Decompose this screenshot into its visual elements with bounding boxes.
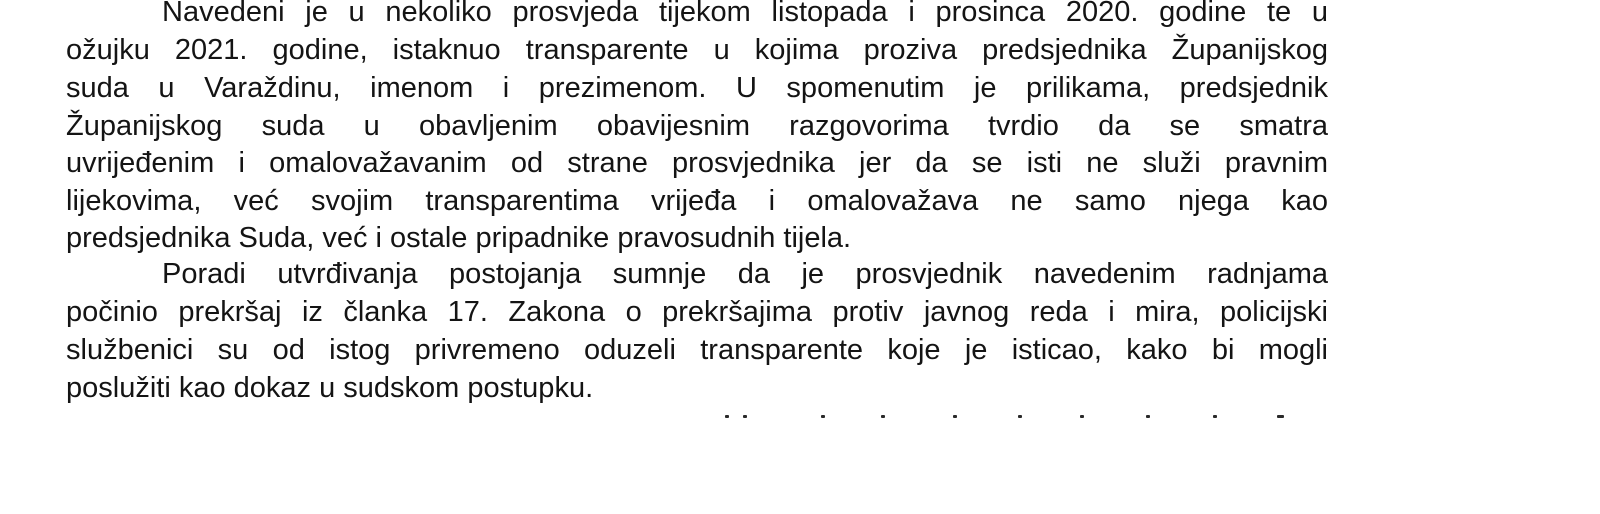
text-line: ožujku 2021. godine, istaknuo transparente u kojima proziva predsjednika Županijskog	[66, 34, 1328, 66]
text-line: lijekovima, već svojim transparentima vrijeđa i omalovažava ne samo njega kao	[66, 185, 1328, 217]
text-line: predsjednika Suda, već i ostale pripadnike pravosudnih tijela.	[66, 222, 852, 254]
text-line: službenici su od istog privremeno oduzeli transparente koje je isticao, kako bi mogli	[66, 334, 1328, 366]
text-line: počinio prekršaj iz članka 17. Zakona o prekršajima protiv javnog reda i mira, policijski	[66, 296, 1328, 328]
text-line: Navedeni je u nekoliko prosvjeda tijekom listopada i prosinca 2020. godine te u	[162, 0, 1328, 28]
text-line: uvrijeđenim i omalovažavanim od strane prosvjednika jer da se isti ne služi pravnim	[66, 147, 1328, 179]
cropped-text-line-fragment	[725, 412, 1285, 420]
text-line: Županijskog suda u obavljenim obavijesnim razgovorima tvrdio da se smatra	[66, 110, 1328, 142]
text-line: Poradi utvrđivanja postojanja sumnje da je prosvjednik navedenim radnjama	[162, 258, 1328, 290]
text-line: suda u Varaždinu, imenom i prezimenom. U spomenutim je prilikama, predsjednik	[66, 72, 1328, 104]
text-line: poslužiti kao dokaz u sudskom postupku.	[66, 372, 594, 404]
